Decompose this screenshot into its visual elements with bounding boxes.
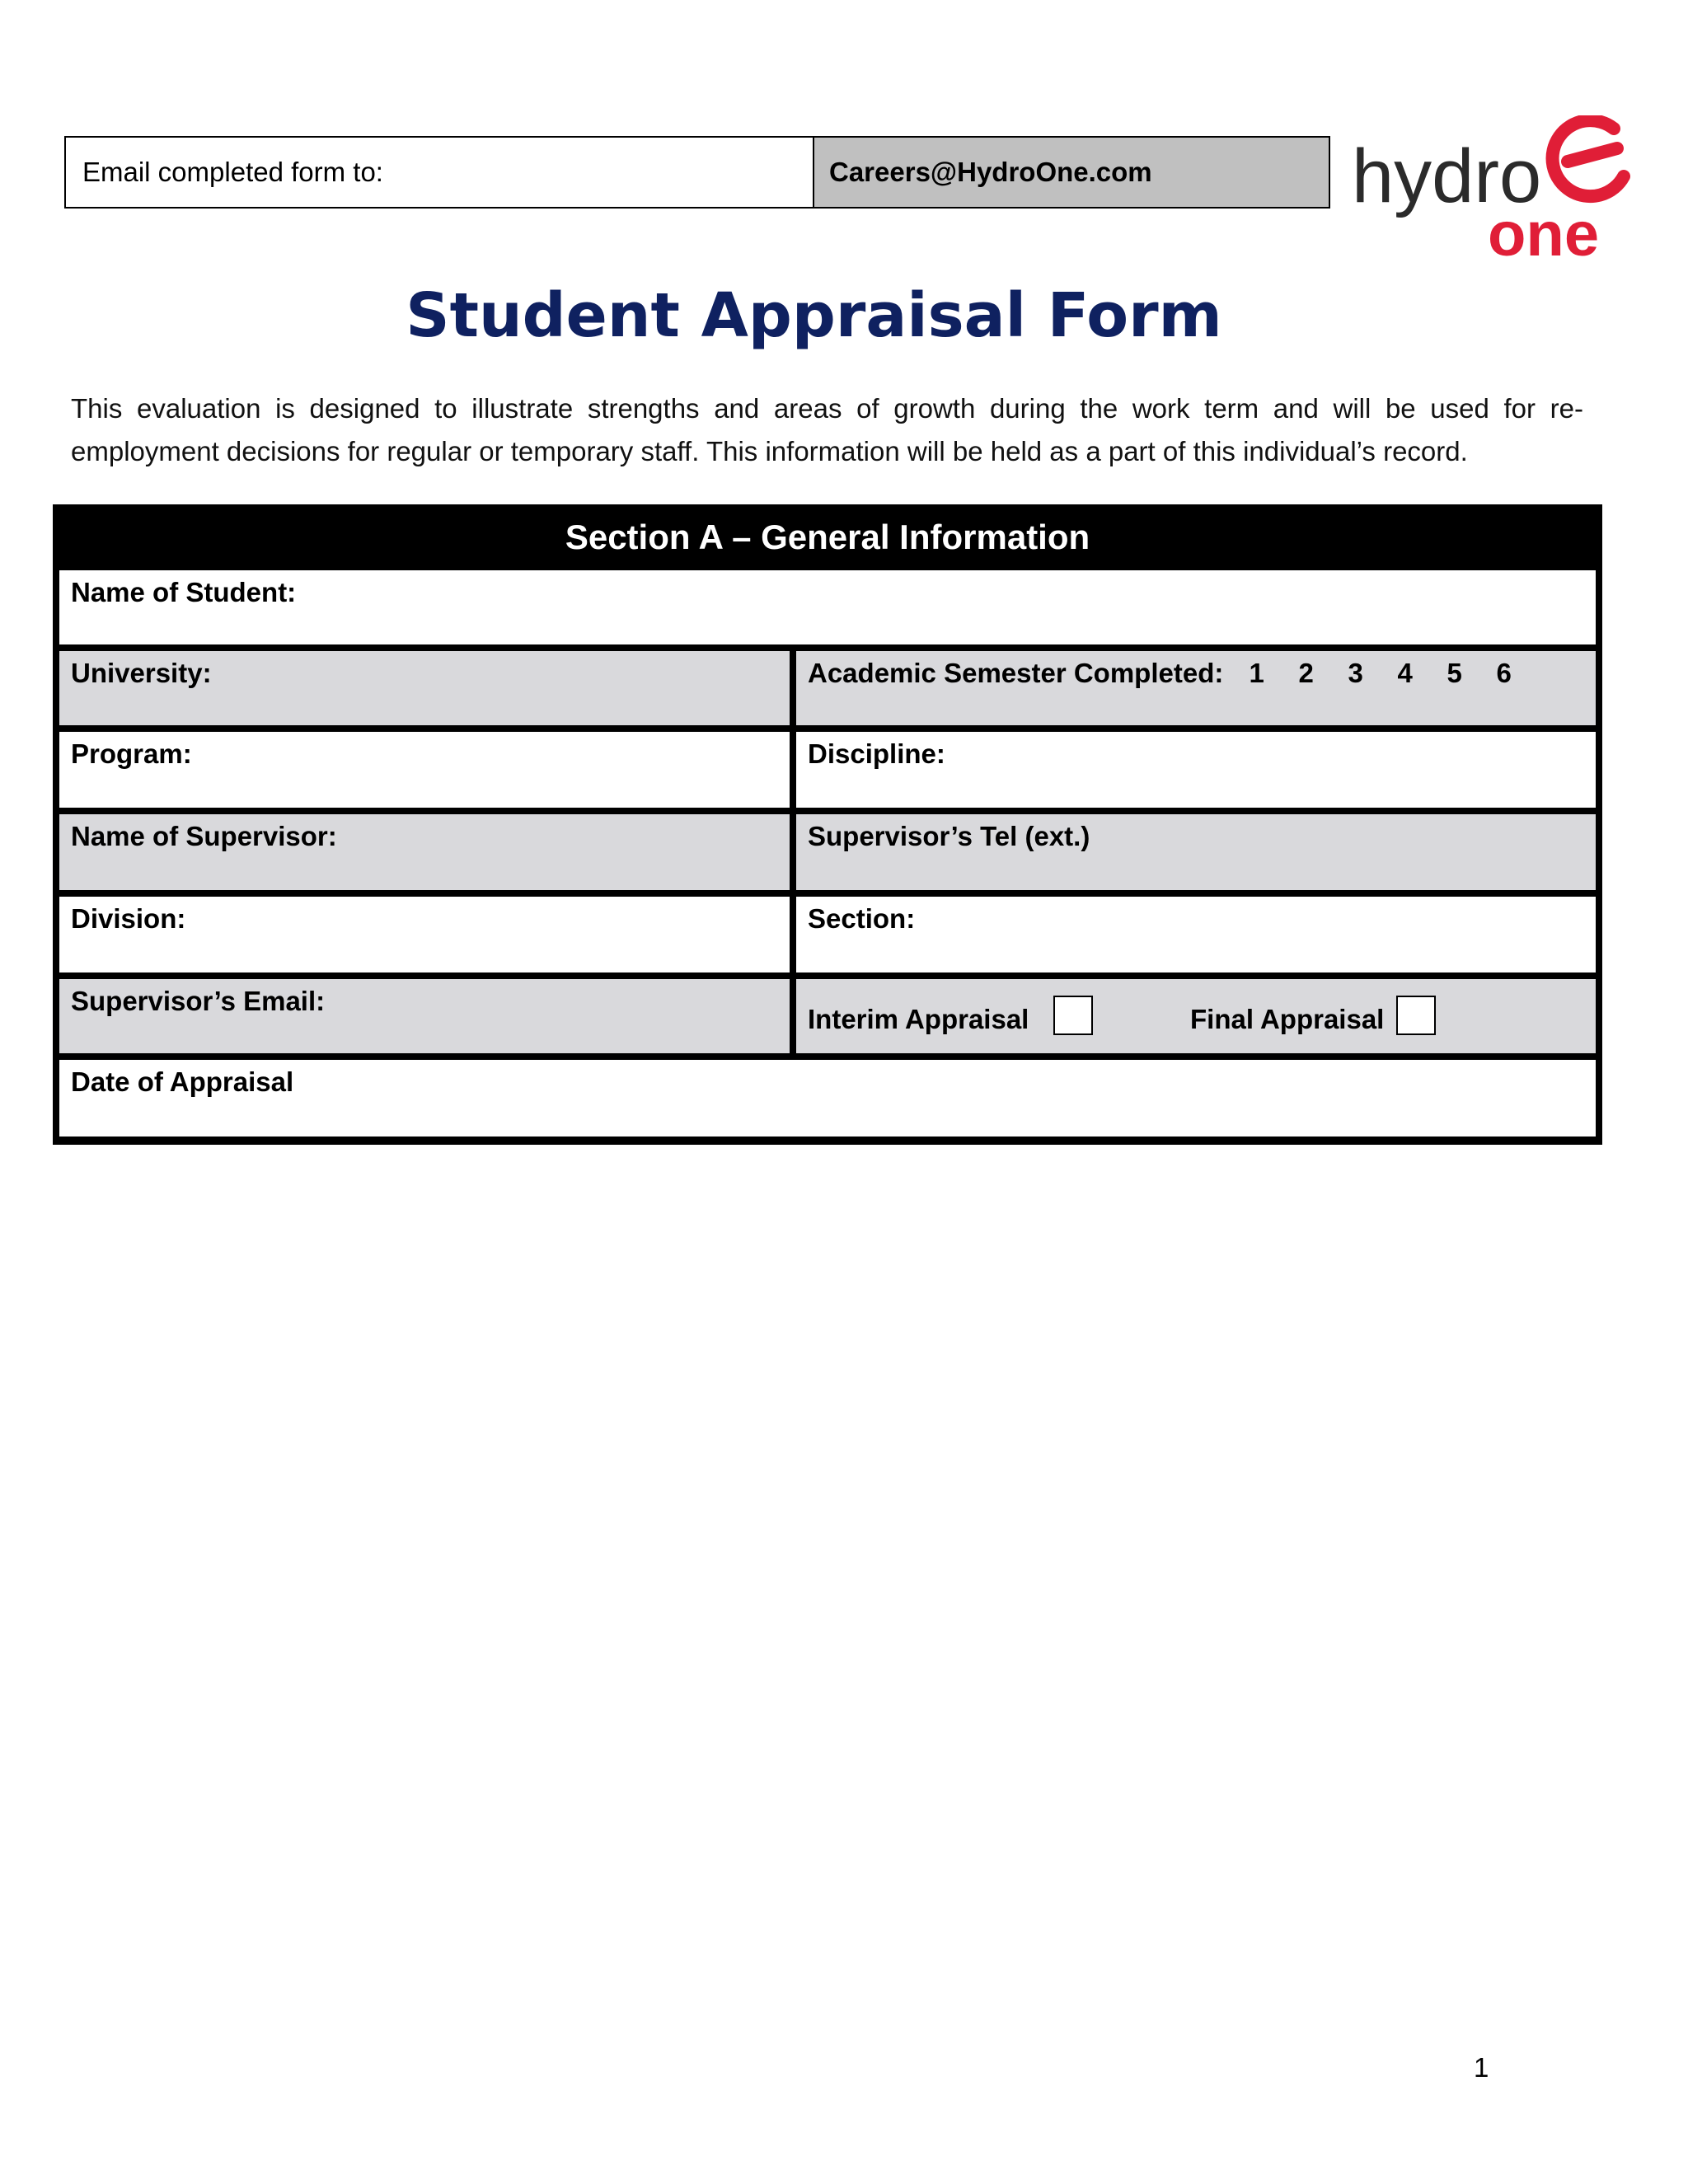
supervisor-email-field[interactable] — [59, 979, 790, 1053]
name-of-student-label: Name of Student: — [71, 577, 297, 607]
division-label: Division: — [71, 903, 186, 934]
interim-appraisal-checkbox[interactable] — [1053, 996, 1093, 1035]
supervisor-name-field[interactable] — [59, 814, 790, 890]
semester-option-3[interactable]: 3 — [1348, 658, 1363, 688]
email-label: Email completed form to: — [66, 138, 814, 207]
email-instruction-box — [64, 136, 1330, 209]
page-number: 1 — [1474, 2052, 1489, 2083]
program-field[interactable] — [59, 732, 790, 808]
logo-swoosh-icon — [1553, 120, 1624, 196]
interim-appraisal-label: Interim Appraisal — [808, 1004, 1029, 1034]
semester-options — [1250, 658, 1546, 689]
semester-option-4[interactable]: 4 — [1397, 658, 1413, 688]
section-a-header: Section A – General Information — [565, 518, 1090, 556]
semester-option-5[interactable]: 5 — [1447, 658, 1462, 688]
discipline-label: Discipline: — [808, 738, 945, 769]
university-label: University: — [71, 658, 212, 688]
semester-option-1[interactable]: 1 — [1249, 658, 1264, 688]
page-title: Student Appraisal Form — [406, 280, 1222, 351]
supervisor-email-label: Supervisor’s Email: — [71, 986, 326, 1016]
logo-text-hydro: hydro — [1352, 134, 1542, 218]
discipline-field[interactable] — [796, 732, 1596, 808]
section-field[interactable] — [796, 897, 1596, 972]
final-appraisal-label: Final Appraisal — [1190, 1004, 1385, 1034]
section-label: Section: — [808, 903, 916, 934]
hydro-one-logo — [1352, 115, 1640, 264]
academic-semester-field[interactable] — [796, 651, 1596, 725]
date-of-appraisal-field[interactable] — [59, 1060, 1596, 1137]
program-label: Program: — [71, 738, 192, 769]
final-appraisal-checkbox[interactable] — [1396, 996, 1436, 1035]
semester-option-2[interactable]: 2 — [1298, 658, 1314, 688]
email-address[interactable]: Careers@HydroOne.com — [814, 138, 1329, 207]
supervisor-tel-label: Supervisor’s Tel (ext.) — [808, 821, 1090, 851]
division-field[interactable] — [59, 897, 790, 972]
name-of-student-field[interactable] — [59, 570, 1596, 644]
university-field[interactable] — [59, 651, 790, 725]
supervisor-tel-field[interactable] — [796, 814, 1596, 890]
semester-option-6[interactable]: 6 — [1496, 658, 1512, 688]
date-of-appraisal-label: Date of Appraisal — [71, 1066, 294, 1097]
intro-paragraph: This evaluation is designed to illustrate strengths and areas of growth during the work term and will be used for re-employment decisions for regular or temporary staff. This information will be held as a part of this individual’s record. — [71, 393, 1583, 466]
section-a-form — [53, 504, 1602, 1145]
appraisal-type-field — [796, 979, 1596, 1053]
logo-text-one: one — [1488, 199, 1600, 264]
academic-semester-label: Academic Semester Completed: — [808, 658, 1224, 688]
supervisor-name-label: Name of Supervisor: — [71, 821, 337, 851]
